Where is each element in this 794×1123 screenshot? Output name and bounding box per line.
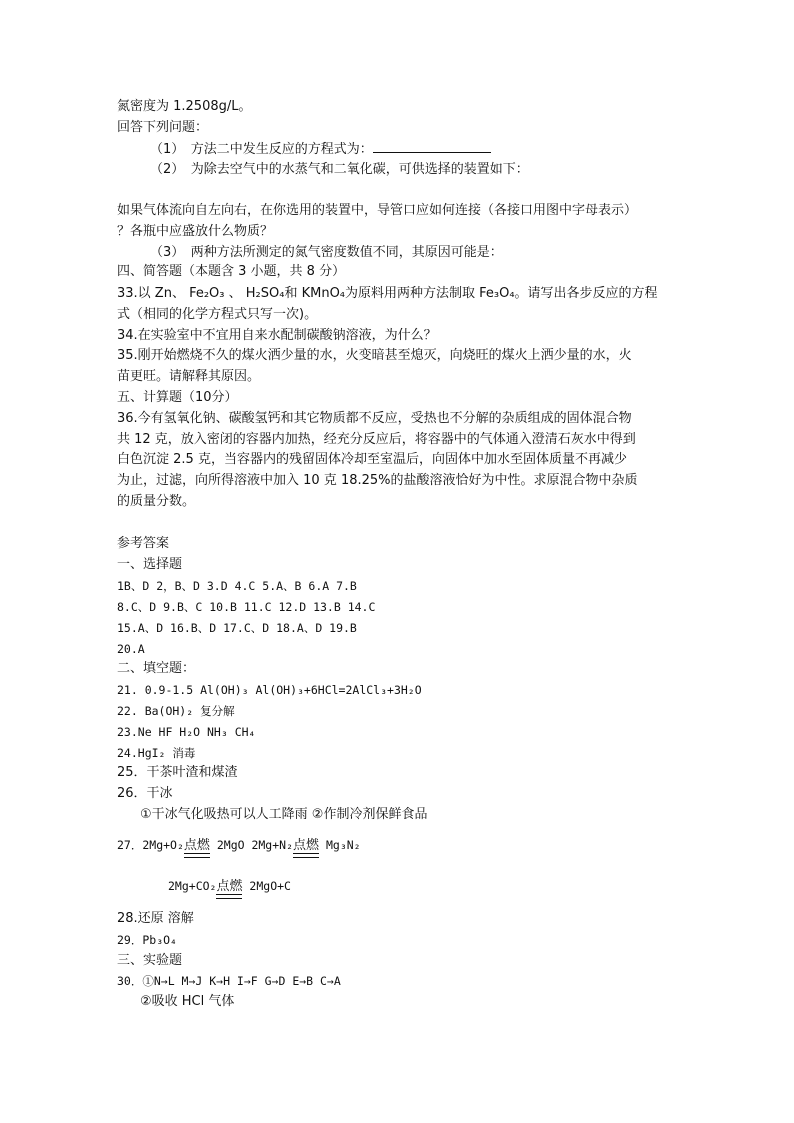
text-line: 式（相同的化学方程式只写一次)。: [117, 307, 318, 322]
text-line: 如果气体流向自左向右，在你选用的装置中，导管口应如何连接（各接口用图中字母表示）: [117, 203, 638, 218]
text-line: 共 12 克，放入密闭的容器内加热，经充分反应后，将容器中的气体通入澄清石灰水中得到: [117, 432, 636, 447]
section-heading: 一、选择题: [117, 557, 183, 572]
equation-part: Mg₃N₂: [325, 838, 361, 852]
text-line: （1） 方法二中发生反应的方程式为：: [150, 142, 373, 157]
answer-line: ①干冰气化吸热可以人工降雨 ②作制冷剂保鲜食品: [140, 807, 428, 822]
equation-part: 27．2Mg+O₂: [117, 838, 184, 852]
answer-line: 24.HgI₂ 消毒: [117, 746, 196, 760]
answer-line: 15.A、D 16.B、D 17.C、D 18.A、D 19.B: [117, 621, 357, 635]
answer-line: 29．Pb₃O₄: [117, 933, 177, 947]
answer-line: 30．①N→L M→J K→H I→F G→D E→B C→A: [117, 974, 341, 988]
equation-line: [117, 837, 361, 854]
equation-part: 2MgO+C: [249, 879, 291, 893]
section-heading: 五、计算题（10分）: [117, 390, 238, 405]
condition-label: 点燃: [293, 838, 320, 853]
text-line: 氮密度为 1.2508g/L。: [117, 99, 252, 114]
answer-line: 28.还原 溶解: [117, 911, 194, 926]
answer-line: 21. 0.9-1.5 Al(OH)₃ Al(OH)₃+6HCl=2AlCl₃+3H₂O: [117, 683, 422, 697]
answer-blank: [373, 141, 491, 153]
answer-line: 8.C、D 9.B、C 10.B 11.C 12.D 13.B 14.C: [117, 600, 376, 614]
text-line: 白色沉淀 2.5 克，当容器内的残留固体冷却至室温后，向固体中加水至固体质量不再减少: [117, 452, 627, 467]
text-line: 为止，过滤，向所得溶液中加入 10 克 18.25%的盐酸溶液恰好为中性。求原混合物中杂质: [117, 473, 638, 488]
equation-line: [168, 878, 291, 895]
answer-line: 1B、D 2，B、D 3.D 4.C 5.A、B 6.A 7.B: [117, 579, 357, 593]
text-line: 35.刚开始燃烧不久的煤火洒少量的水，火变暗甚至熄灭，向烧旺的煤火上洒少量的水，火: [117, 348, 632, 363]
section-heading: 三、实验题: [117, 953, 183, 968]
answer-line: 20.A: [117, 642, 145, 656]
section-heading: 四、简答题（本题含 3 小题，共 8 分）: [117, 264, 346, 279]
answer-line: 22. Ba(OH)₂ 复分解: [117, 704, 235, 718]
text-line: 的质量分数。: [117, 494, 196, 509]
equation-part: 2Mg+CO₂: [168, 879, 217, 893]
answer-line: ②吸收 HCl 气体: [140, 994, 235, 1009]
text-line: ？各瓶中应盛放什么物质？: [117, 224, 274, 239]
text-line: （2） 为除去空气中的水蒸气和二氧化碳，可供选择的装置如下：: [150, 162, 529, 177]
condition-label: 点燃: [183, 838, 210, 853]
text-line: 34.在实验室中不宜用自来水配制碳酸钠溶液，为什么？: [117, 328, 437, 343]
condition-label: 点燃: [216, 879, 243, 894]
answer-line: 26．干冰: [117, 786, 173, 801]
text-line: 回答下列问题：: [117, 120, 209, 135]
equation-part: 2MgO 2Mg+N₂: [216, 838, 294, 852]
answers-title: 参考答案: [117, 536, 170, 551]
text-line: 33.以 Zn、 Fe₂O₃ 、 H₂SO₄和 KMnO₄为原料用两种方法制取 Fe₃O₄。请写出各步反应的方程: [117, 286, 658, 301]
text-line: （3） 两种方法所测定的氮气密度数值不同，其原因可能是：: [150, 245, 503, 260]
question-1: [150, 141, 491, 158]
text-line: 36.今有氢氧化钠、碳酸氢钙和其它物质都不反应，受热也不分解的杂质组成的固体混合物: [117, 411, 632, 426]
text-line: 苗更旺。请解释其原因。: [117, 369, 261, 384]
answer-line: 23.Ne HF H₂O NH₃ CH₄: [117, 725, 256, 739]
section-heading: 二、填空题：: [117, 661, 196, 676]
answer-line: 25．干茶叶渣和煤渣: [117, 765, 238, 780]
